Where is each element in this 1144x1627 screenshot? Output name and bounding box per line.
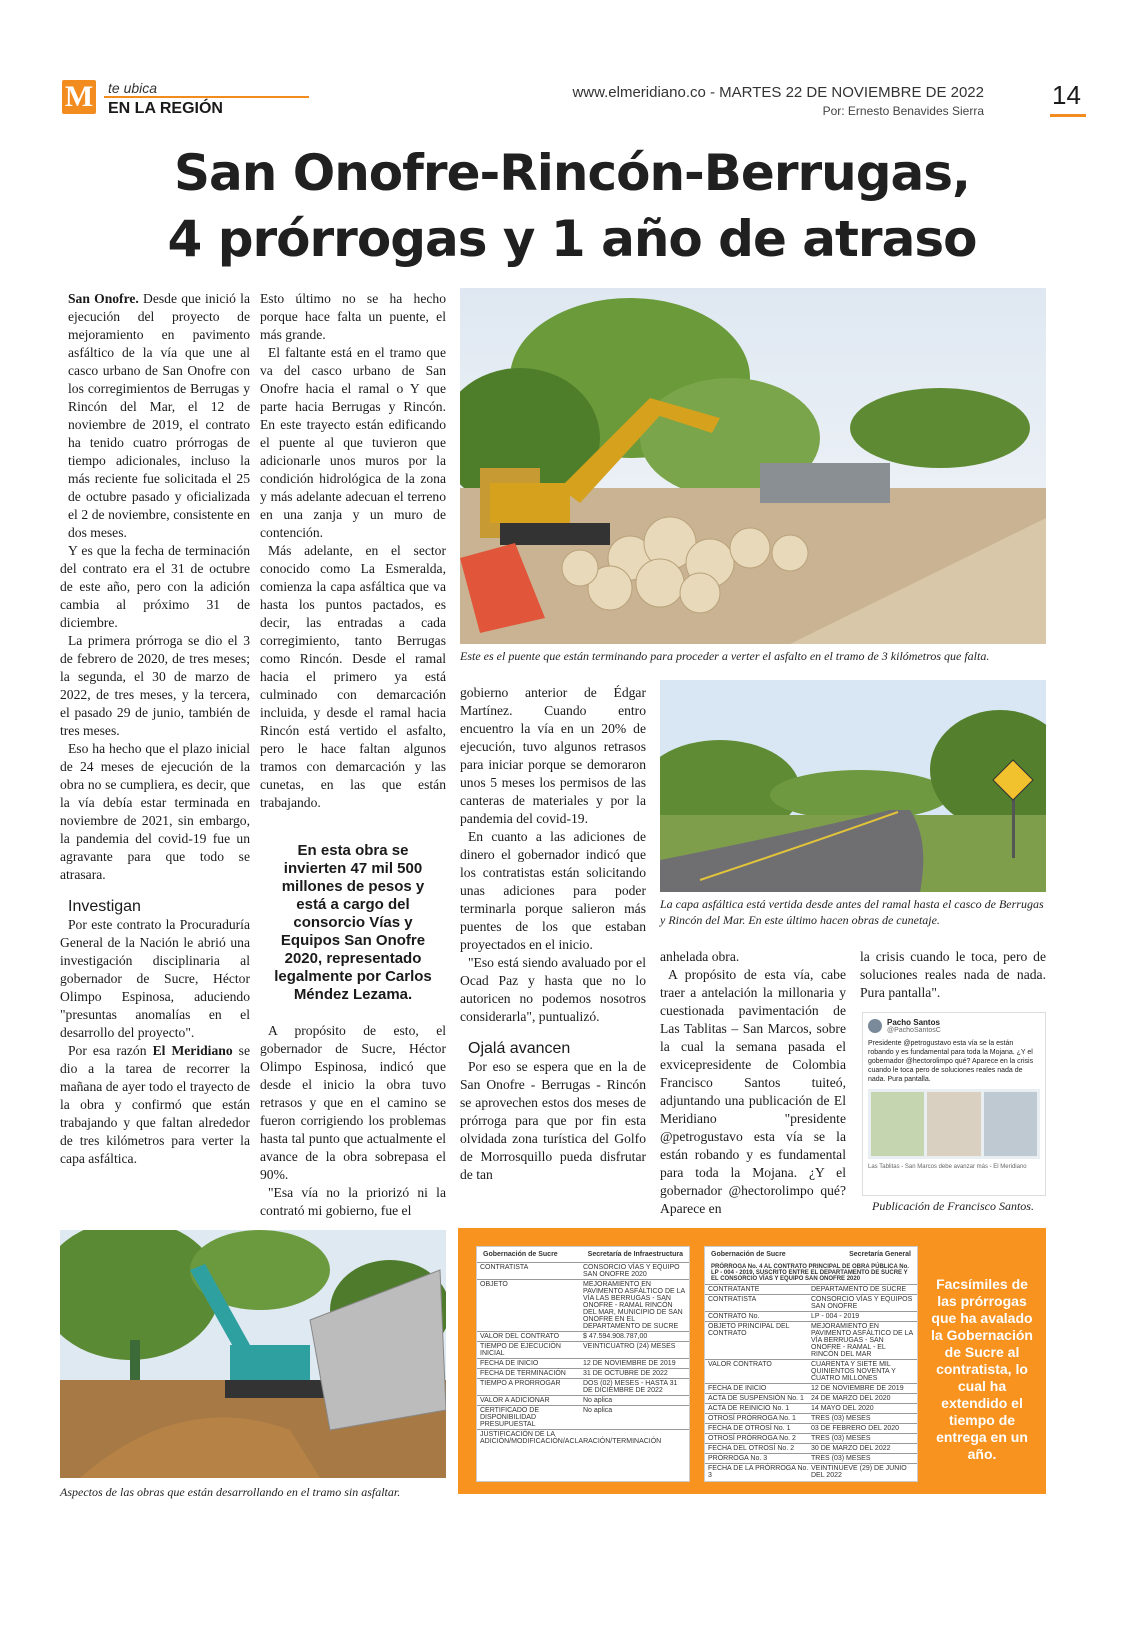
date-line: www.elmeridiano.co - MARTES 22 DE NOVIEMBRE DE 2022 [572, 84, 984, 101]
doc-row [705, 1433, 917, 1443]
doc-cell: VALOR A ADICIONAR [480, 1397, 550, 1404]
doc-cell: TRES (03) MESES [811, 1435, 871, 1442]
kicker-rule [104, 96, 309, 98]
doc-cell: MEJORAMIENTO EN PAVIMENTO ASFÁLTICO DE LA VÍA BERRUGAS - SAN ONOFRE - RAMAL - EL RINCÓN DEL MAR [811, 1323, 913, 1358]
doc-cell: CUARENTA Y SIETE MIL QUINIENTOS NOVENTA Y CUATRO MILLONES [811, 1361, 896, 1382]
doc-row [477, 1368, 689, 1378]
doc-cell: OBJETO [480, 1281, 508, 1288]
photo-bridge-construction [460, 288, 1046, 644]
doc-cell: TIEMPO DE EJECUCIÓN INICIAL [480, 1343, 561, 1357]
doc-row [477, 1429, 689, 1446]
doc-cell: CONTRATANTE [708, 1286, 760, 1293]
doc-cell: FECHA DE INICIO [708, 1385, 767, 1392]
doc-row [705, 1393, 917, 1403]
article-column-3 [460, 684, 646, 1184]
paragraph: El faltante está en el tramo que va del casco urbano de San Onofre hacia el ramal o Y que parte hacia Berrugas y Rincón. En este trayecto están edificando el puente al que tuvieron que adicionarle unos muros por la condición hidrológica de la zona y más adelante adecuan el terreno en una zanja y un muro de contención. [260, 345, 446, 540]
doc-row [705, 1453, 917, 1463]
paragraph: Y es que la fecha de terminación del contrato era el 31 de octubre de este año, pero con la adición cambia al próximo 31 de diciembre. [60, 543, 250, 630]
paragraph: "Esa vía no la priorizó ni la contrató mi gobierno, fue el [260, 1185, 446, 1218]
doc-title: PRÓRROGA No. 4 AL CONTRATO PRINCIPAL DE OBRA PÚBLICA No. LP - 004 - 2019, SUSCRITO ENTRE EL DEPARTAMENTO DE SUCRE Y EL CONSORCIO VÍAS Y EQUIPO SAN ONOFRE 2020 [711, 1264, 909, 1282]
article-column-5 [860, 948, 1046, 1002]
doc-row [477, 1279, 689, 1331]
page-number-rule [1050, 114, 1086, 117]
doc-cell: ACTA DE SUSPENSIÓN No. 1 [708, 1395, 804, 1402]
doc-org: Gobernación de Sucre [711, 1251, 786, 1258]
doc-row [705, 1359, 917, 1383]
tweet-author: Pacho Santos [887, 1018, 940, 1027]
caption-photo-3: Aspectos de las obras que están desarrollando en el tramo sin asfaltar. [60, 1485, 401, 1499]
pull-quote: En esta obra se invierten 47 mil 500 millones de pesos y está a cargo del consorcio Vías y Equipos San Onofre 2020, representado legalmente por Carlos Méndez Lezama. [274, 842, 432, 1003]
article-column-4 [660, 948, 846, 1218]
doc-cell: $ 47.594.908.787,00 [583, 1333, 648, 1340]
doc-cell: VEINTICUATRO (24) MESES [583, 1343, 676, 1350]
caption-photo-1: Este es el puente que están terminando para proceder a verter el asfalto en el tramo de 3 kilómetros que falta. [460, 649, 990, 663]
tweet-handle: @PachoSantosC [887, 1027, 941, 1034]
paragraph: En cuanto a las adiciones de dinero el gobernador indicó que los contratistas están solicitando unas adiciones para poder terminarla porque salieron más puentes de los que estaban proyectados en el inicio. [460, 829, 646, 952]
article-column-2 [260, 290, 446, 1220]
doc-cell: 03 DE FEBRERO DEL 2020 [811, 1425, 900, 1432]
doc-org: Gobernación de Sucre [483, 1251, 558, 1258]
dateline: San Onofre. [68, 291, 139, 306]
doc-row [477, 1358, 689, 1368]
doc-cell: CONSORCIO VÍAS Y EQUIPOS SAN ONOFRE [811, 1296, 913, 1310]
paragraph: A propósito de esta vía, cabe traer a antelación la millonaria y cuestionada pavimentación de Las Tablitas – San Marcos, sobre la cual la semana pasada el exvicepresidente de Colombia Francisco Santos tuiteó, adjuntando una publicación de El Meridiano "presidente @petrogustavo esta vía se la están robando y es fundamental para toda la Mojana. ¿Y el gobernador @hectorolimpo qué? Aparece en [660, 967, 846, 1216]
tweet-footer: Las Tablitas - San Marcos debe avanzar más - El Meridiano [868, 1164, 1027, 1170]
logo: M [62, 80, 96, 114]
doc-cell: MEJORAMIENTO EN PAVIMENTO ASFÁLTICO DE LA VÍA LAS BERRUGAS - SAN ONOFRE - RAMAL RINCÓN DEL MAR, MUNICIPIO DE SAN ONOFRE EN EL DEPARTAMENTO DE SUCRE [583, 1281, 685, 1330]
doc-cell: 12 DE NOVIEMBRE DE 2019 [811, 1385, 904, 1392]
doc-cell: OTROSÍ PRÓRROGA No. 1 [708, 1415, 796, 1422]
doc-table [705, 1284, 917, 1480]
doc-row [477, 1331, 689, 1341]
caption-tweet: Publicación de Francisco Santos. [872, 1199, 1034, 1213]
doc-cell: JUSTIFICACIÓN DE LA ADICIÓN/MODIFICACIÓN/ACLARACIÓN/TERMINACIÓN [480, 1431, 662, 1445]
doc-cell: TRES (03) MESES [811, 1455, 871, 1462]
doc-cell: ACTA DE REINICIO No. 1 [708, 1405, 790, 1412]
doc-row [477, 1341, 689, 1358]
doc-row [705, 1294, 917, 1311]
doc-cell: CONSORCIO VÍAS Y EQUIPO SAN ONOFRE 2020 [583, 1264, 680, 1278]
facsimile-document-2 [704, 1246, 918, 1482]
doc-table [477, 1262, 689, 1446]
doc-cell: 31 DE OCTUBRE DE 2022 [583, 1370, 668, 1377]
photo-excavation [60, 1230, 446, 1478]
doc-dept: Secretaría de Infraestructura [587, 1251, 683, 1258]
paragraph: anhelada obra. [660, 949, 740, 964]
paragraph: Por este contrato la Procuraduría General de la Nación le abrió una investigación disciplinaria al gobernador de Sucre, Héctor Olimpo Espinosa, aduciendo "presuntas anomalías en el desarrollo del proyecto". [60, 917, 250, 1040]
paragraph: A propósito de esto, el gobernador de Sucre, Héctor Olimpo Espinosa, indicó que desde el inicio la obra tuvo retrasos y que en el camino se fueron corrigiendo los problemas hasta tal punto que actualmente el avance de la obra sobrepasa el 90%. [260, 1023, 446, 1182]
doc-cell: VALOR DEL CONTRATO [480, 1333, 560, 1340]
doc-row [705, 1311, 917, 1321]
doc-cell: CONTRATO No. [708, 1313, 760, 1320]
section-kicker: te ubica [108, 80, 158, 96]
doc-cell: No aplica [583, 1407, 613, 1414]
doc-row [705, 1463, 917, 1480]
subheading: Ojalá avancen [468, 1040, 571, 1057]
tweet-media [868, 1089, 1040, 1159]
headline-line-1: San Onofre-Rincón-Berrugas, [173, 144, 971, 202]
doc-cell: PRÓRROGA No. 3 [708, 1455, 768, 1462]
doc-cell: DOS (02) MESES - HASTA 31 DE DICIEMBRE DE 2022 [583, 1380, 678, 1394]
paragraph: Esto último no se ha hecho porque hace falta un puente, el más grande. [260, 291, 446, 342]
doc-cell: CERTIFICADO DE DISPONIBILIDAD PRESUPUESTAL [480, 1407, 539, 1428]
paragraph: Por esa razón El Meridiano se dio a la tarea de recorrer la mañana de ayer todo el trayecto de la obra y confirmó que están trabajando y que faltan alrededor de tres kilómetros para verter la capa asfáltica. [60, 1043, 250, 1166]
article-column-1 [60, 290, 250, 1168]
paragraph: La primera prórroga se dio el 3 de febrero de 2020, de tres meses; la segunda, el 30 de marzo de 2022, de tres meses, y la tercera, el pasado 29 de junio, también de tres meses. [60, 633, 250, 738]
paragraph: "Eso está siendo avaluado por el Ocad Paz y hasta que no lo autoricen no podemos nosotros considerarla", puntualizó. [460, 955, 646, 1024]
doc-cell: FECHA DE OTROSÍ No. 1 [708, 1425, 791, 1432]
doc-row [705, 1321, 917, 1359]
doc-cell: 12 DE NOVIEMBRE DE 2019 [583, 1360, 676, 1367]
doc-row [705, 1383, 917, 1393]
doc-cell: No aplica [583, 1397, 613, 1404]
doc-cell: FECHA DEL OTROSÍ No. 2 [708, 1445, 795, 1452]
headline-line-2: 4 prórrogas y 1 año de atraso [167, 210, 977, 268]
doc-cell: VEINTINUEVE (29) DE JUNIO DEL 2022 [811, 1465, 907, 1479]
doc-row [705, 1443, 917, 1453]
doc-row [705, 1403, 917, 1413]
doc-row [477, 1395, 689, 1405]
headline [40, 140, 1104, 272]
doc-row [477, 1378, 689, 1395]
doc-cell: OBJETO PRINCIPAL DEL CONTRATO [708, 1323, 790, 1337]
doc-cell: TRES (03) MESES [811, 1415, 871, 1422]
doc-row [705, 1423, 917, 1433]
doc-cell: FECHA DE INICIO [480, 1360, 539, 1367]
doc-row [477, 1405, 689, 1429]
doc-cell: 24 DE MARZO DEL 2020 [811, 1395, 891, 1402]
doc-cell: 30 DE MARZO DEL 2022 [811, 1445, 891, 1452]
tweet-screenshot [862, 1012, 1046, 1196]
facsimile-document-1 [476, 1246, 690, 1482]
doc-cell: OTROSÍ PRÓRROGA No. 2 [708, 1435, 796, 1442]
doc-cell: 14 MAYO DEL 2020 [811, 1405, 874, 1412]
paragraph: gobierno anterior de Édgar Martínez. Cuando entro encuentro la vía en un 20% de ejecución, tuvo algunos retrasos para iniciar porque se demoraron unos 5 meses los permisos de las canteras de materiales y por la pandemia del covid-19. [460, 685, 646, 826]
section-name: EN LA REGIÓN [108, 100, 223, 117]
facsimile-caption: Facsímiles de las prórrogas que ha avalado la Gobernación de Sucre al contratista, lo cual ha extendido el tiempo de entrega en un año. [931, 1276, 1033, 1462]
paragraph: Desde que inició la ejecución del proyecto de mejoramiento en pavimento asfáltico de la vía que une al casco urbano de San Onofre con los corregimientos de Berrugas y Rincón del Mar, el 12 de noviembre de 2019, el contrato ha tenido cuatro prórrogas de tiempo adicionales, incluso la más reciente fue solicitada el 25 de octubre pasado y oficializada el 2 de noviembre, consistente en dos meses. [68, 291, 250, 540]
paragraph: Más adelante, en el sector conocido como La Esmeralda, comienza la capa asfáltica que va hasta los puntos pactados, es decir, las entradas a cada corregimiento, tanto Berrugas como Rincón. Desde el ramal hacia el primero ya está culminado con demarcación incluida, y desde el ramal hacia Rincón está vertido el asfalto, pero le hace faltan algunos tramos con demarcación y las cunetas, en las que están trabajando. [260, 543, 446, 810]
tweet-text: Presidente @petrogustavo esta vía se la están robando y es fundamental para toda la Mojana. ¿Y el gobernador @hectorolimpo qué? Aparece en la crisis cuando le toca pero de soluciones reales nada de nada. Pura pantalla. [868, 1040, 1034, 1083]
doc-cell: LP - 004 - 2019 [811, 1313, 860, 1320]
doc-dept: Secretaría General [849, 1251, 911, 1258]
doc-cell [661, 1431, 686, 1445]
doc-row [705, 1413, 917, 1423]
doc-cell: FECHA DE LA PRÓRROGA No. 3 [708, 1465, 809, 1479]
paragraph: Eso ha hecho que el plazo inicial de 24 meses de ejecución de la obra no se cumpliera, es decir, que la vía debía estar terminada en noviembre de 2021, sin embargo, la pandemia del covid-19 fue un agravante para que todo se atrasara. [60, 741, 250, 882]
byline: Por: Ernesto Benavides Sierra [822, 104, 984, 118]
doc-row [477, 1262, 689, 1279]
doc-cell: TIEMPO A PRORROGAR [480, 1380, 561, 1387]
caption-photo-2: La capa asfáltica está vertida desde antes del ramal hasta el casco de Berrugas y Rincón del Mar. En este último hacen obras de cunetaje. [660, 897, 1044, 927]
photo-asphalt-road [660, 680, 1046, 892]
doc-cell: FECHA DE TERMINACIÓN [480, 1370, 566, 1377]
doc-cell: CONTRATISTA [480, 1264, 529, 1271]
doc-cell: VALOR CONTRATO [708, 1361, 772, 1368]
avatar [868, 1019, 882, 1033]
doc-cell: CONTRATISTA [708, 1296, 757, 1303]
doc-cell: DEPARTAMENTO DE SUCRE [811, 1286, 907, 1293]
doc-row [705, 1284, 917, 1294]
paragraph: la crisis cuando le toca, pero de soluciones reales nada de nada. Pura pantalla". [860, 949, 1046, 1000]
paragraph: Por eso se espera que en la de San Onofre - Berrugas - Rincón se aprovechen estos dos meses de prórroga para que por fin esta olvidada zona turística del Golfo de Morrosquillo pueda disfrutar de tan [460, 1059, 646, 1182]
page-number: 14 [1052, 80, 1081, 110]
subheading: Investigan [68, 898, 141, 915]
